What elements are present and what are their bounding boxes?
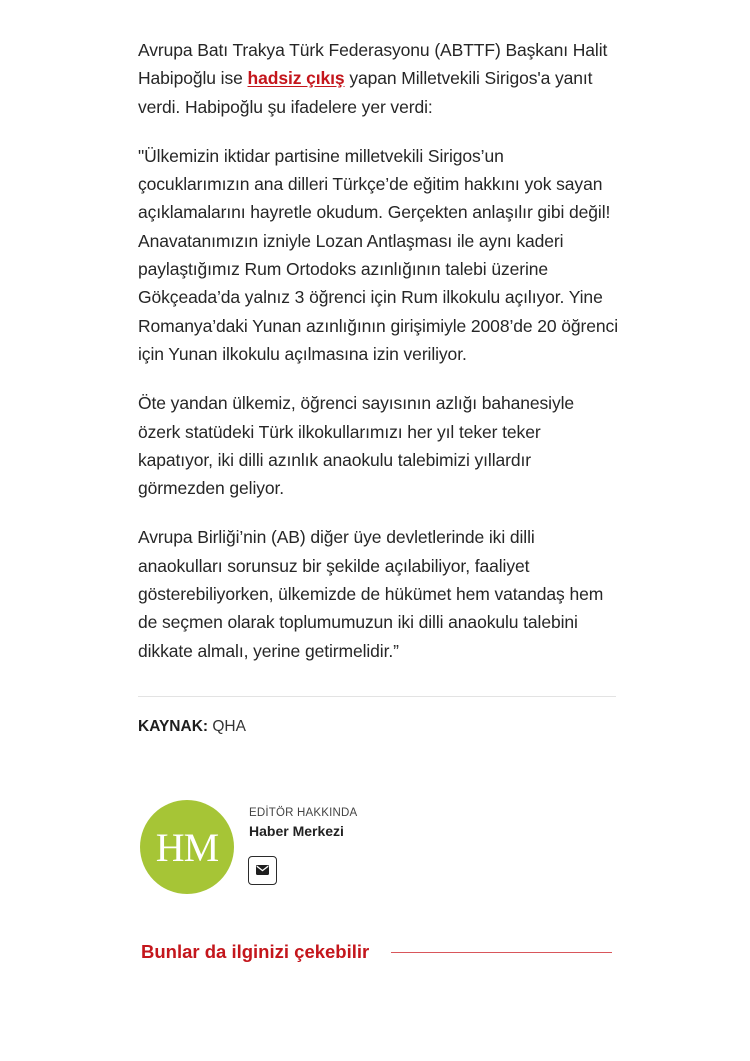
source-value: QHA	[212, 718, 246, 735]
article-paragraph: Avrupa Birliği’nin (AB) diğer üye devletlerinde iki dilli anaokulları sorunsuz bir şekilde açılabiliyor, faaliyet gösterebiliyorken, ülkemizde de hükümet hem vatandaş hem de seçmen olarak toplumumuzun iki dilli anaokulu talebini dikkate almalı, yerine getirmelidir.”	[138, 527, 604, 661]
editor-name[interactable]: Haber Merkezi	[249, 823, 344, 839]
article-body	[138, 36, 618, 686]
source-label: KAYNAK:	[138, 718, 209, 735]
inline-article-link[interactable]: hadsiz çıkış	[247, 68, 345, 89]
paragraph-text: Avrupa Batı Trakya Türk Federasyonu (ABTTF) Başkanı Halit Habipoğlu ise	[138, 40, 608, 89]
article-paragraph	[138, 36, 618, 121]
editor-avatar[interactable]	[140, 800, 234, 894]
related-section-title: Bunlar da ilginizi çekebilir	[141, 941, 370, 962]
source-line	[138, 717, 246, 737]
editor-caption: EDİTÖR HAKKINDA	[249, 807, 358, 819]
paragraph-text: yapan Milletvekili Sirigos'a yanıt verdi. Habipoğlu şu ifadelere yer verdi:	[138, 68, 593, 117]
avatar-initials: HM	[155, 824, 219, 870]
related-title-rule	[391, 952, 612, 953]
section-divider	[138, 696, 616, 697]
article-paragraph: "Ülkemizin iktidar partisine milletvekili Sirigos’un çocuklarımızın ana dilleri Türkçe’de eğitim hakkını yok sayan açıklamalarını hayretle okudum. Gerçekten anlaşılır gibi değil! Anavatanımızın izniyle Lozan Antlaşması ile aynı kaderi paylaştığımız Rum Ortodoks azınlığının talebi üzerine Gökçeada’da yalnız 3 öğrenci için Rum ilkokulu açılıyor. Yine Romanya’daki Yunan azınlığının girişimiyle 2008’de 20 öğrenci için Yunan ilkokulu açılmasına izin veriliyor.	[138, 145, 618, 364]
envelope-icon	[256, 862, 269, 880]
email-editor-button[interactable]	[248, 856, 277, 885]
article-paragraph: Öte yandan ülkemiz, öğrenci sayısının azlığı bahanesiyle özerk statüdeki Türk ilkokullarımızı her yıl teker teker kapatıyor, iki dilli azınlık anaokulu talebimizi yıllardır görmezden geliyor.	[138, 393, 575, 499]
